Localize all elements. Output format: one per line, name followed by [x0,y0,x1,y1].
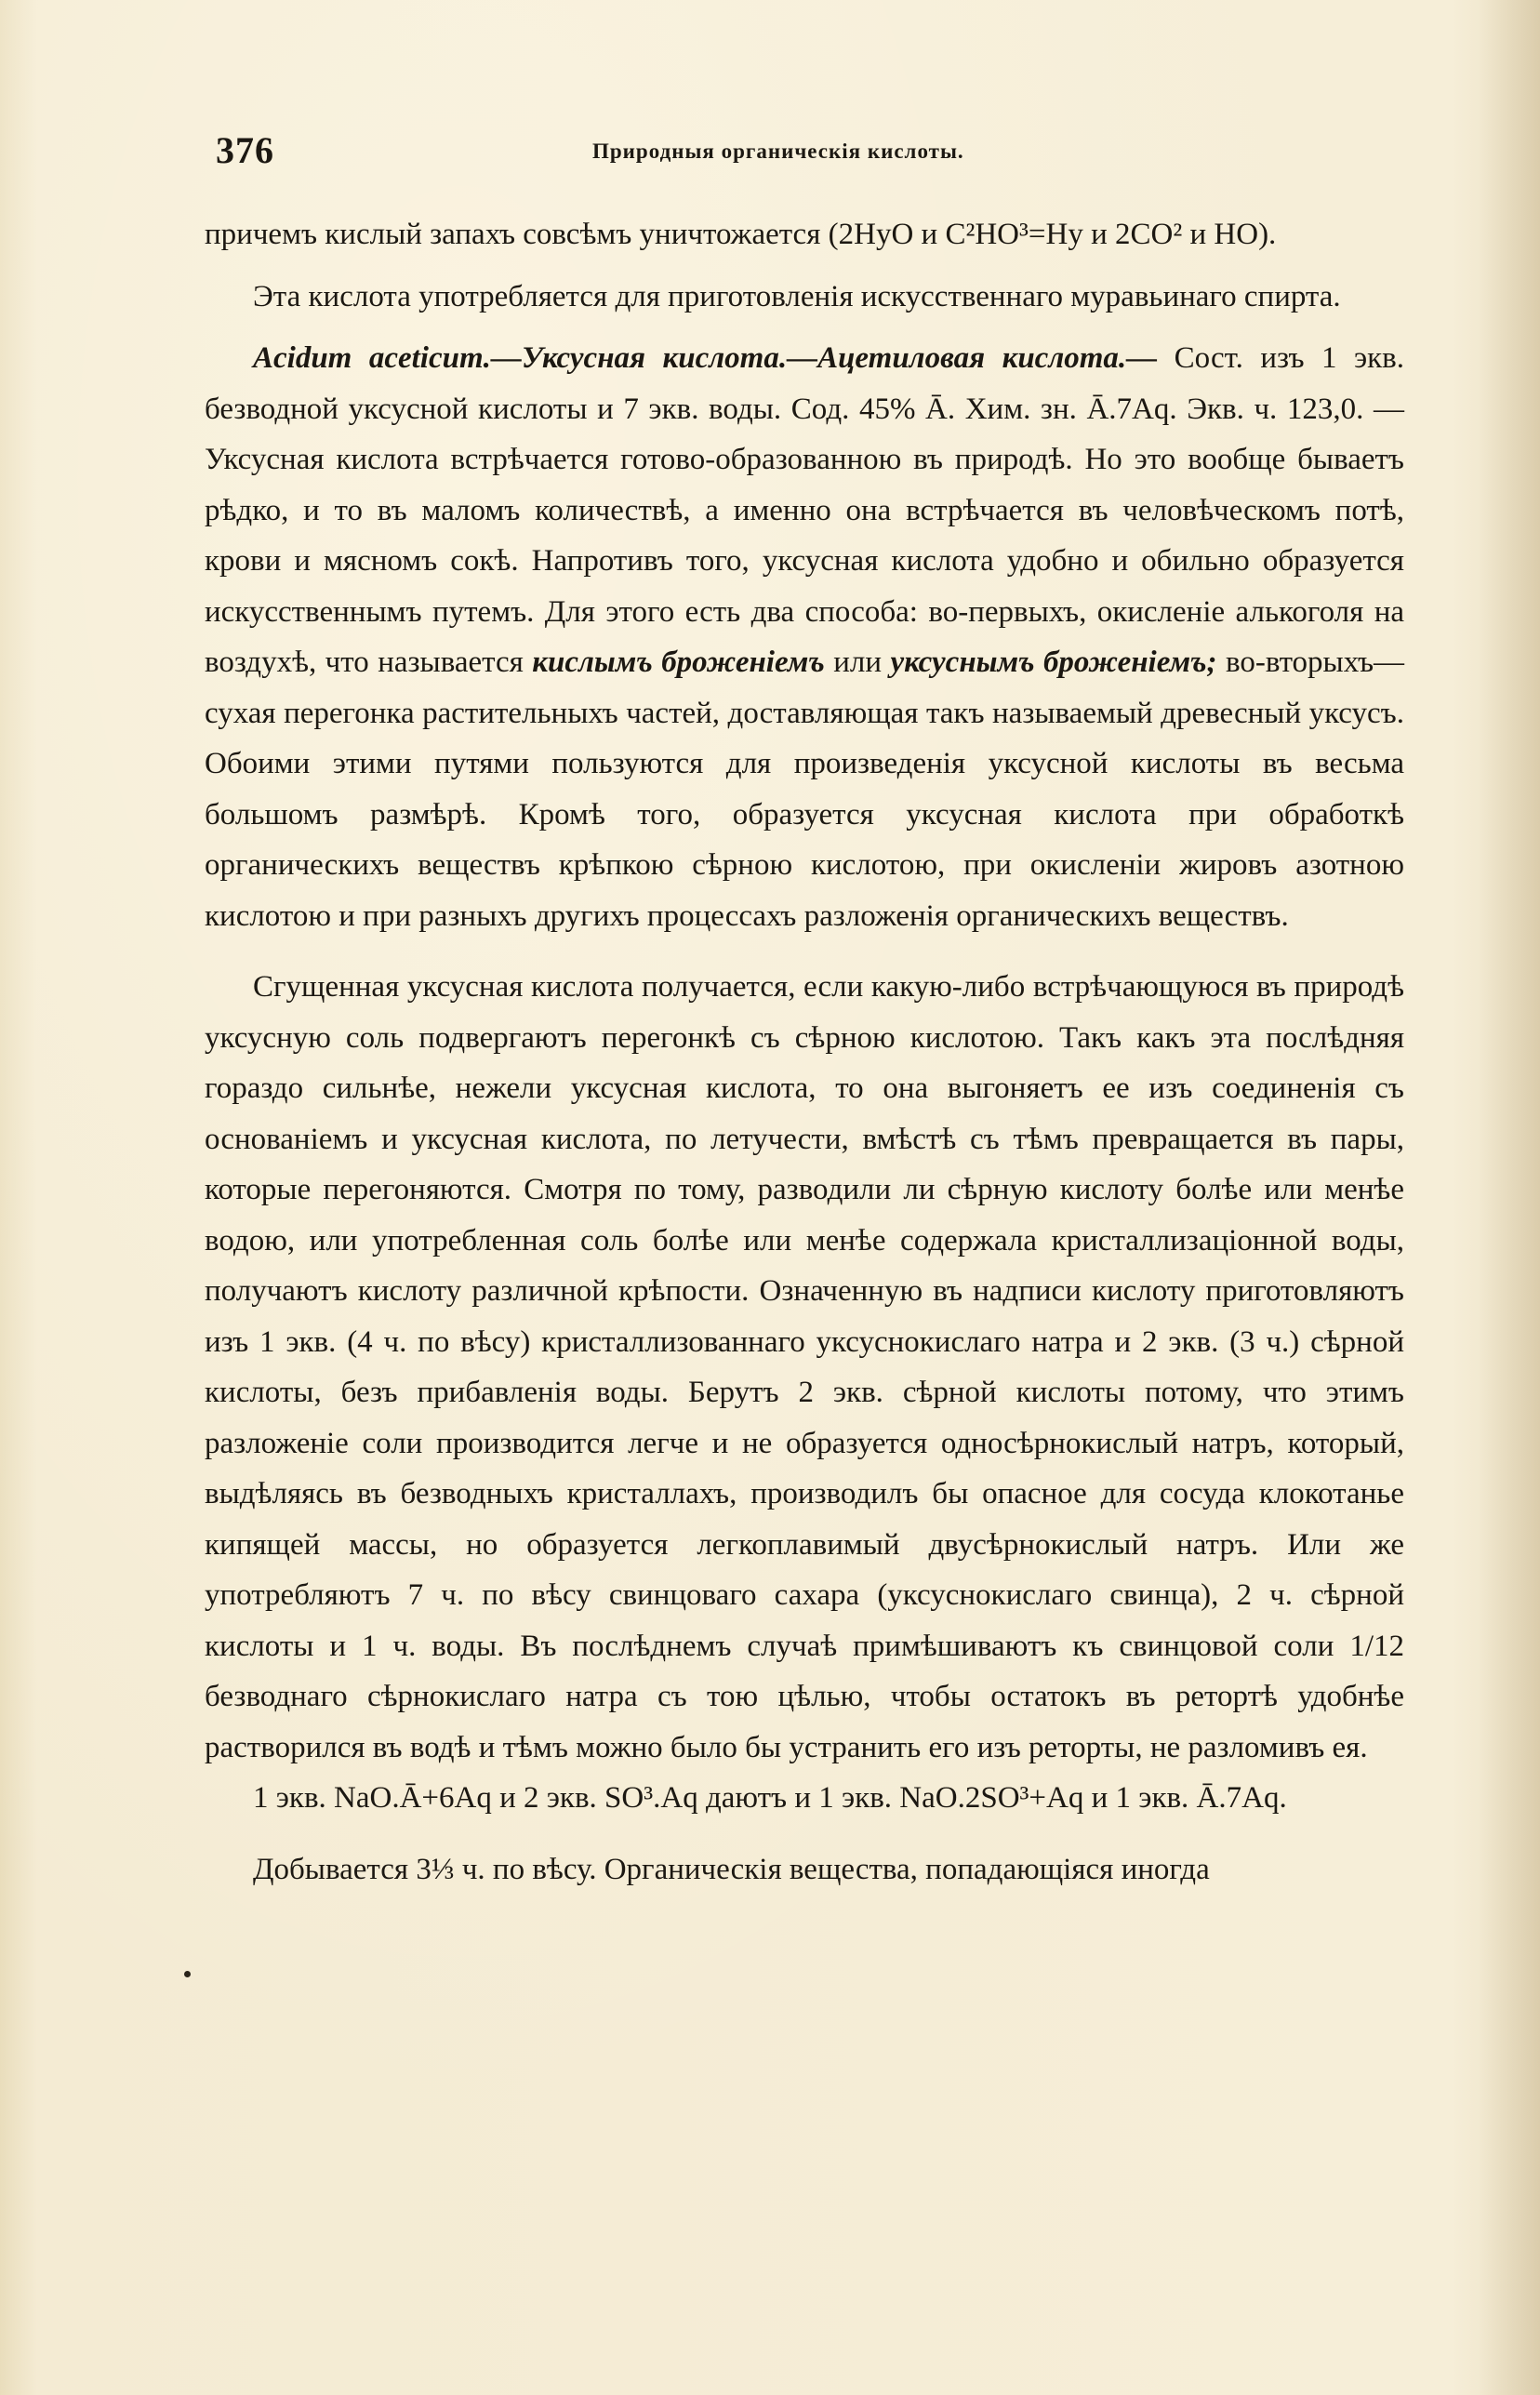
section-title-russian: —Уксусная кислота.—Ацетиловая кислота.— [490,341,1158,375]
paragraph-yield: Добывается 3⅓ ч. по вѣсу. Органическія вещества, попадающіяся иногда [253,1852,1210,1886]
paragraph-acetic-acid [205,333,1404,941]
term-acid-fermentation: кислымъ броженіемъ [532,645,825,679]
acetic-acid-text-continued: во-вторыхъ—сухая перегонка растительныхъ частей, доставляющая такъ называемый древесный уксусъ. Обоими этими путями пользуются для произведенія уксусной кислоты въ весьма большомъ размѣрѣ. Кромѣ того, образуется уксусная кислота при обработкѣ органическихъ веществъ крѣпкою сѣрною кислотою, при окисленіи жировъ азотною кислотою и при разныхъ другихъ процессахъ разложенія органическихъ веществъ. [205,645,1405,933]
page-number: 376 [216,129,274,171]
section-title-latin: Acidum aceticum. [253,341,491,375]
page-binding-shadow [1479,0,1540,2395]
page-header [216,128,1406,177]
acetic-acid-text: Сост. изъ 1 экв. безводной уксусной кислоты и 7 экв. воды. Сод. 45% Ā. Хим. зн. Ā.7Aq. Экв. ч. 123,0. — Уксусная кислота встрѣчается готово-образованною въ природѣ. Но это вообще бываетъ рѣдко, и то въ маломъ количествѣ, а именно она встрѣчается въ человѣческомъ потѣ, крови и мясномъ сокѣ. Напротивъ того, уксусная кислота удобно и обильно образуется искусственнымъ путемъ. Для этого есть два способа: во-первыхъ, окисленіе алькоголя на воздухѣ, что называется [205,341,1404,679]
conjunction-or: или [833,645,883,679]
running-title: Природныя органическія кислоты. [592,140,964,163]
reaction-equation: 1 экв. NaO.Ā+6Aq и 2 экв. SO³.Aq даютъ и 1 экв. NaO.2SO³+Aq и 1 экв. Ā.7Aq. [253,1781,1287,1815]
paragraph-continuation: причемъ кислый запахъ совсѣмъ уничтожается (2НуО и C²НО³=Ну и 2СО² и НО). [205,218,1277,251]
paragraph-formic-use: Эта кислота употребляется для приготовленія искусственнаго муравьинаго спирта. [253,279,1341,313]
paragraph-concentrated-acid: Сгущенная уксусная кислота получается, если какую-либо встрѣчающуюся въ природѣ уксусную соль подвергаютъ перегонкѣ съ сѣрною кислотою. Такъ какъ эта послѣдняя гораздо сильнѣе, нежели уксусная кислота, то она выгоняетъ ее изъ соединенія съ основаніемъ и уксусная кислота, по летучести, вмѣстѣ съ тѣмъ превращается въ пары, которые перегоняются. Смотря по тому, разводили ли сѣрную кислоту болѣе или менѣе водою, или употребленная соль болѣе или менѣе содержала кристаллизаціонной воды, получаютъ кислоту различной крѣпости. Означенную въ надписи кислоту приготовляютъ изъ 1 экв. (4 ч. по вѣсу) кристаллизованнаго уксуснокислаго натра и 2 экв. (3 ч.) сѣрной кислоты, безъ прибавленія воды. Берутъ 2 экв. сѣрной кислоты потому, что этимъ разложеніе соли производится легче и не образуется односѣрнокислый натръ, который, выдѣляясь въ безводныхъ кристаллахъ, производилъ бы опасное для сосуда клокотанье кипящей массы, но образуется легкоплавимый двусѣрнокислый натръ. Или же употребляютъ 7 ч. по вѣсу свинцоваго сахара (уксуснокислаго свинца), 2 ч. сѣрной кислоты и 1 ч. воды. Въ послѣднемъ случаѣ примѣшиваютъ къ свинцовой соли 1/12 безводнаго сѣрнокислаго натра съ тою цѣлью, чтобы остатокъ въ ретортѣ удобнѣе растворился въ водѣ и тѣмъ можно было бы устранить его изъ реторты, не разломивъ ея. [205,970,1404,1764]
body-text [205,209,1404,1895]
term-acetic-fermentation: уксуснымъ броженіемъ; [890,645,1217,679]
margin-mark [184,1971,191,1977]
